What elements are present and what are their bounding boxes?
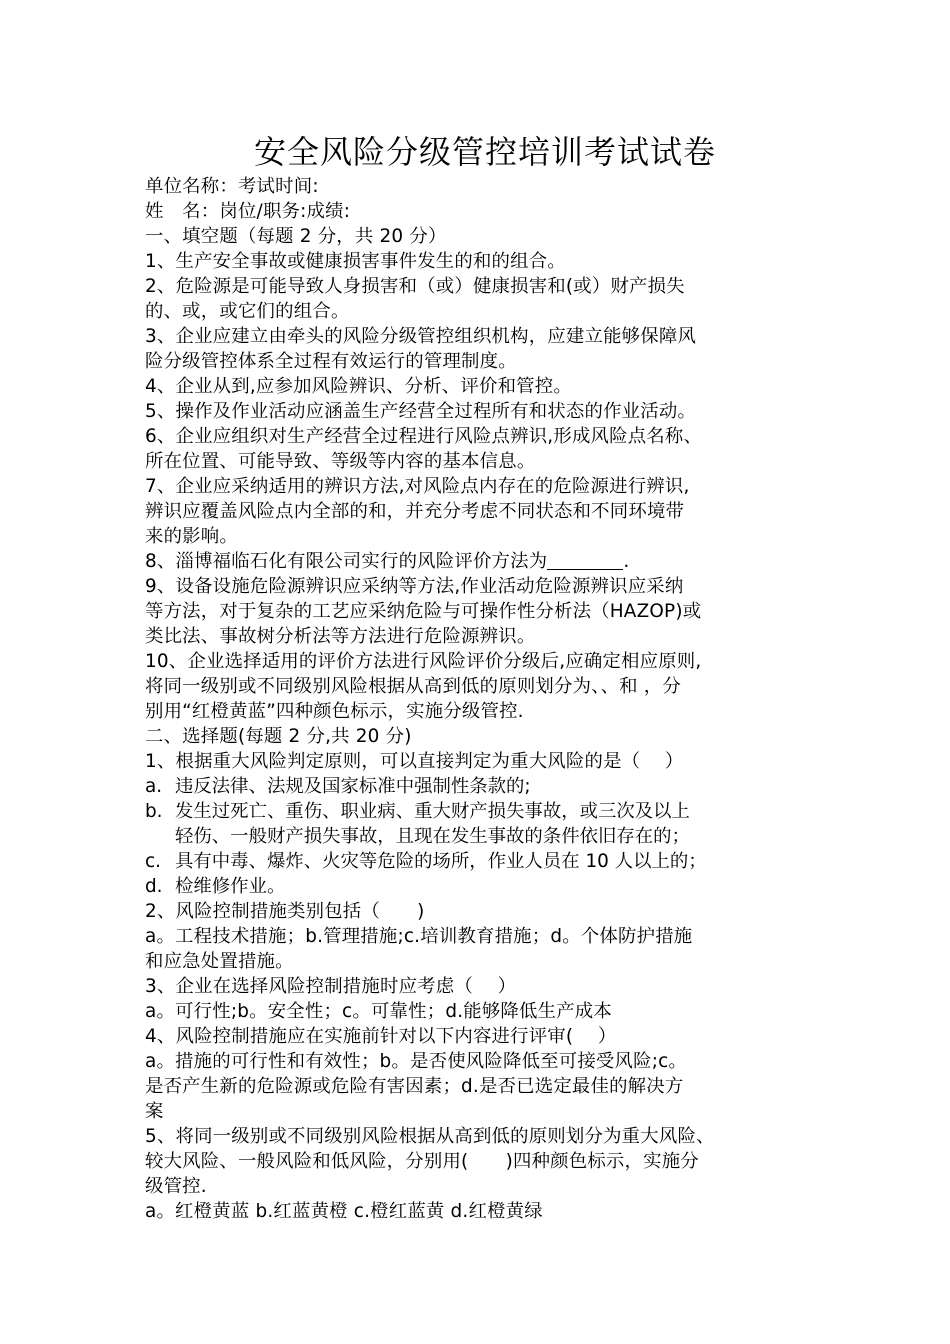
choice-1-option-b — [145, 799, 825, 824]
choice-question-5-line-2: 较大风险、一般风险和低风险，分别用( )四种颜色标示，实施分 — [145, 1151, 699, 1172]
unit-exam-time-line: 单位名称：考试时间: — [145, 176, 319, 197]
choice-1-option-c — [145, 849, 825, 874]
choice-1-option-a — [145, 774, 825, 799]
fill-question-9-line-1: 9、设备设施危险源辨识应采纳等方法,作业活动危险源辨识应采纳 — [145, 576, 684, 597]
fill-question-10-line-1: 10、企业选择适用的评价方法进行风险评价分级后,应确定相应原则, — [145, 651, 702, 672]
fill-question-8-text: 8、淄博福临石化有限公司实行的风险评价方法为 — [145, 551, 548, 572]
answer-blank — [547, 551, 623, 570]
fill-question-9-line-3: 类比法、事故树分析法等方法进行危险源辨识。 — [145, 626, 536, 647]
choice-2-options-line-1: a。工程技术措施；b.管理措施;c.培训教育措施；d。个体防护措施 — [145, 926, 693, 947]
fill-question-3-line-2: 险分级管控体系全过程有效运行的管理制度。 — [145, 351, 517, 372]
option-text: 违反法律、法规及国家标准中强制性条款的; — [175, 776, 531, 797]
fill-question-10-line-2: 将同一级别或不同级别风险根据从高到低的原则划分为、、和 ，分 — [145, 676, 681, 697]
option-marker: b. — [145, 801, 163, 822]
fill-question-8-period: . — [623, 551, 630, 572]
exam-page — [145, 130, 825, 1224]
choice-4-options-line-1: a。措施的可行性和有效性；b。是否使风险降低至可接受风险;c。 — [145, 1051, 687, 1072]
section-fill-blank-heading: 一、填空题（每题 2 分，共 20 分） — [145, 226, 447, 247]
fill-question-3-line-1: 3、企业应建立由牵头的风险分级管控组织机构，应建立能够保障风 — [145, 326, 697, 347]
choice-4-options-line-3: 案 — [145, 1101, 164, 1122]
fill-question-2-line-2: 的、或，或它们的组合。 — [145, 301, 350, 322]
option-text: 具有中毒、爆炸、火灾等危险的场所，作业人员在 10 人以上的； — [175, 851, 707, 872]
option-text: 轻伤、一般财产损失事故，且现在发生事故的条件依旧存在的； — [175, 826, 690, 847]
option-marker: a. — [145, 776, 163, 797]
fill-question-2-line-1: 2、危险源是可能导致人身损害和（或）健康损害和(或）财产损失 — [145, 276, 685, 297]
option-text: 发生过死亡、重伤、职业病、重大财产损失事故，或三次及以上 — [175, 801, 690, 822]
choice-question-4: 4、风险控制措施应在实施前针对以下内容进行评审( ） — [145, 1026, 617, 1047]
option-text: 检维修作业。 — [175, 876, 286, 897]
option-marker: c. — [145, 851, 161, 872]
fill-question-8 — [145, 549, 825, 574]
fill-question-7-line-3: 来的影响。 — [145, 526, 238, 547]
choice-5-options: a。红橙黄蓝 b.红蓝黄橙 c.橙红蓝黄 d.红橙黄绿 — [145, 1201, 543, 1222]
choice-question-2: 2、风险控制措施类别包括（ ) — [145, 901, 425, 922]
choice-2-options-line-2: 和应急处置措施。 — [145, 951, 294, 972]
page-title: 安全风险分级管控培训考试试卷 — [253, 133, 716, 171]
choice-question-1: 1、根据重大风险判定原则，可以直接判定为重大风险的是（ ） — [145, 751, 684, 772]
choice-question-3: 3、企业在选择风险控制措施时应考虑（ ） — [145, 976, 517, 997]
fill-question-7-line-1: 7、企业应采纳适用的辨识方法,对风险点内存在的危险源进行辨识, — [145, 476, 690, 497]
fill-question-10-line-3: 别用“红橙黄蓝”四种颜色标示，实施分级管控. — [145, 701, 524, 722]
choice-3-options: a。可行性;b。安全性；c。可靠性；d.能够降低生产成本 — [145, 1001, 612, 1022]
fill-question-9-line-2: 等方法，对于复杂的工艺应采纳危险与可操作性分析法（HAZOP)或 — [145, 601, 702, 622]
section-choice-heading: 二、选择题(每题 2 分,共 20 分) — [145, 726, 412, 747]
fill-question-6-line-2: 所在位置、可能导致、等级等内容的基本信息。 — [145, 451, 536, 472]
fill-question-7-line-2: 辨识应覆盖风险点内全部的和，并充分考虑不同状态和不同环境带 — [145, 501, 685, 522]
choice-question-5-line-1: 5、将同一级别或不同级别风险根据从高到低的原则划分为重大风险、 — [145, 1126, 715, 1147]
fill-question-1: 1、生产安全事故或健康损害事件发生的和的组合。 — [145, 251, 566, 272]
fill-question-4: 4、企业从到,应参加风险辨识、分析、评价和管控。 — [145, 376, 572, 397]
choice-1-option-b-continued — [145, 824, 825, 849]
choice-question-5-line-3: 级管控. — [145, 1176, 207, 1197]
choice-1-option-d — [145, 874, 825, 899]
choice-4-options-line-2: 是否产生新的危险源或危险有害因素；d.是否已选定最佳的解决方 — [145, 1076, 684, 1097]
fill-question-6-line-1: 6、企业应组织对生产经营全过程进行风险点辨识,形成风险点名称、 — [145, 426, 703, 447]
name-position-score-line: 姓 名：岗位/职务:成绩: — [145, 201, 351, 222]
option-marker: d. — [145, 876, 163, 897]
fill-question-5: 5、操作及作业活动应涵盖生产经营全过程所有和状态的作业活动。 — [145, 401, 697, 422]
